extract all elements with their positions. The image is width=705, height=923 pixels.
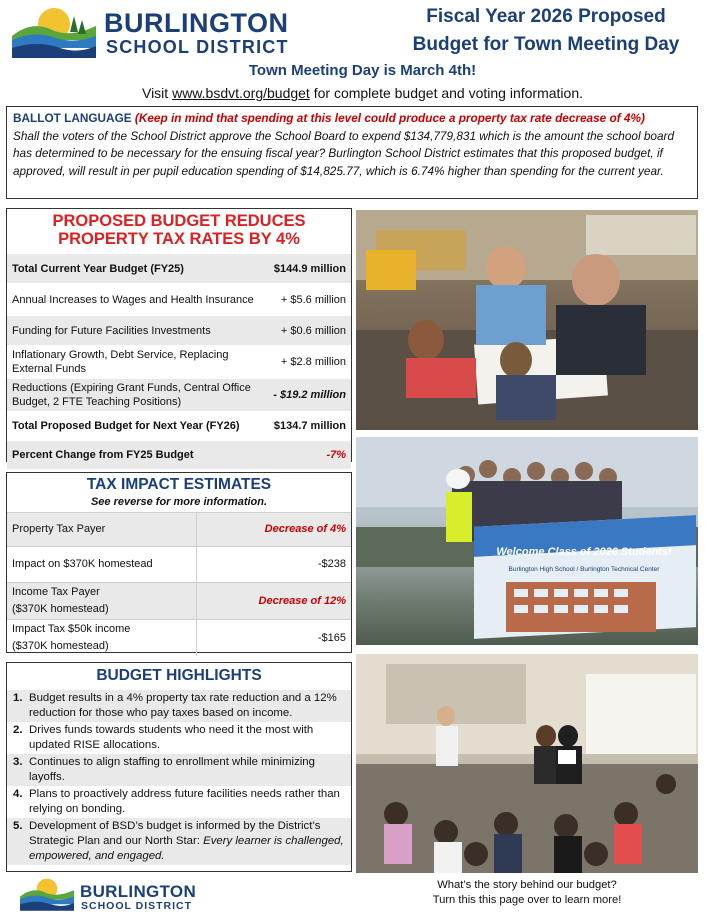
list-item	[7, 786, 351, 818]
table-row	[7, 441, 351, 469]
photo-caption	[356, 878, 698, 908]
tax-table	[7, 512, 351, 656]
footer-wordmark-district: SCHOOL DISTRICT	[81, 900, 193, 912]
budget-heading	[7, 209, 351, 253]
list-item-number: 5.	[13, 820, 23, 832]
table-row	[7, 412, 351, 441]
row-label-line2: ($370K homestead)	[12, 603, 109, 615]
meeting-day-banner: Town Meeting Day is March 4th!	[248, 62, 477, 79]
row-label: Inflationary Growth, Debt Service, Replacing External Funds	[7, 346, 259, 379]
row-label-line2: ($370K homestead)	[12, 640, 109, 652]
classroom-photo-art	[356, 210, 698, 430]
row-label-line1: Impact Tax $50k income	[12, 623, 131, 635]
budget-highlights-box	[6, 662, 352, 872]
caption-line1: What’s the story behind our budget?	[437, 879, 617, 891]
page-title-line1: Fiscal Year 2026 Proposed	[426, 6, 666, 27]
table-row	[7, 379, 351, 412]
list-item-text: Continues to align staffing to enrollment while minimizing layoffs.	[29, 756, 315, 783]
reading-circle-photo	[356, 654, 698, 873]
list-item	[7, 690, 351, 722]
row-label: Property Tax Payer	[7, 513, 196, 547]
list-item-number: 2.	[13, 724, 23, 736]
list-item	[7, 722, 351, 754]
list-item-text: Drives funds towards students who need it the most with updated RISE allocations.	[29, 724, 314, 751]
visit-pre-text: Visit	[141, 85, 169, 101]
banner-subtext: Burlington High School / Burlington Technical Center	[508, 566, 660, 573]
row-label: Reductions (Expiring Grant Funds, Central Office Budget, 2 FTE Teaching Positions)	[7, 379, 259, 412]
row-label	[7, 620, 196, 657]
logo-wordmark-burlington: BURLINGTON	[104, 8, 289, 38]
row-value: -$165	[196, 620, 351, 657]
banner-text: Welcome Class of 2026 Students!	[496, 546, 672, 558]
row-value: Decrease of 12%	[196, 583, 351, 620]
table-row	[7, 254, 351, 284]
list-item-text: Development of BSD’s budget is informed by the District’s Strategic Plan and our North Star:	[29, 820, 321, 847]
table-row	[7, 620, 351, 657]
visit-line	[0, 85, 705, 101]
row-label: Total Proposed Budget for Next Year (FY26)	[7, 412, 259, 441]
footer-logo-icon	[20, 876, 74, 912]
budget-table	[7, 253, 351, 469]
budget-summary-box	[6, 208, 352, 462]
row-label: Percent Change from FY25 Budget	[7, 441, 259, 469]
footer-wordmark-burlington: BURLINGTON	[80, 882, 197, 901]
ballot-text: Shall the voters of the School District approve the School Board to expend $134,779,831 which is the amount the school board has determined to be necessary for the ensuing fiscal year? Burlington School District estimates that this proposed budget, if approved, will result in per pupil education spending of $14,825.77, which is 6.74% higher than spending for the current year.	[13, 128, 675, 178]
tax-impact-box	[6, 472, 352, 653]
row-value: -7%	[259, 441, 351, 469]
row-value: + $2.8 million	[259, 346, 351, 379]
row-value: $134.7 million	[259, 412, 351, 441]
list-item	[7, 754, 351, 786]
table-row	[7, 316, 351, 346]
row-value: + $0.6 million	[259, 316, 351, 346]
row-label: Funding for Future Facilities Investments	[7, 316, 259, 346]
ballot-label: BALLOT LANGUAGE	[13, 111, 132, 125]
row-value: - $19.2 million	[259, 379, 351, 412]
construction-group-photo-art	[356, 437, 698, 645]
table-row	[7, 284, 351, 316]
row-label: Impact on $370K homestead	[7, 547, 196, 583]
row-value: $144.9 million	[259, 254, 351, 284]
row-label: Annual Increases to Wages and Health Insurance	[7, 284, 259, 316]
highlights-heading: BUDGET HIGHLIGHTS	[96, 667, 262, 684]
row-label: Total Current Year Budget (FY25)	[7, 254, 259, 284]
list-item	[7, 818, 351, 865]
construction-group-photo	[356, 437, 698, 645]
district-logo-icon	[12, 6, 96, 58]
caption-line2: Turn this this page over to learn more!	[432, 894, 622, 906]
table-row	[7, 547, 351, 583]
tax-heading: TAX IMPACT ESTIMATES	[86, 476, 272, 493]
table-row	[7, 346, 351, 379]
row-label-line1: Income Tax Payer	[12, 586, 100, 598]
ballot-language-box	[6, 106, 698, 199]
list-item-number: 1.	[13, 692, 23, 704]
reading-circle-photo-art	[356, 654, 698, 873]
list-item-text: Plans to proactively address future facilities needs rather than relying on bonding.	[29, 788, 340, 815]
list-item-number: 3.	[13, 756, 23, 768]
visit-post-text: for complete budget and voting information.	[313, 85, 583, 101]
north-star-text: Every learner is challenged, empowered, and engaged.	[29, 835, 344, 862]
row-value: + $5.6 million	[259, 284, 351, 316]
ballot-note: (Keep in mind that spending at this level could produce a property tax rate decrease of 4%)	[134, 111, 645, 125]
list-item-number: 4.	[13, 788, 23, 800]
row-value: Decrease of 4%	[196, 513, 351, 547]
row-value: -$238	[196, 547, 351, 583]
table-row	[7, 513, 351, 547]
tax-subheading: See reverse for more information.	[90, 496, 268, 508]
budget-heading-line1: PROPOSED BUDGET REDUCES	[52, 212, 306, 230]
page-title-line2: Budget for Town Meeting Day	[412, 34, 680, 55]
row-label	[7, 583, 196, 620]
list-item-text: Budget results in a 4% property tax rate reduction and a 12% reduction for those who pay taxes based on income.	[29, 692, 337, 719]
table-row	[7, 583, 351, 620]
budget-website-link[interactable]: www.bsdvt.org/budget	[172, 85, 310, 101]
classroom-photo	[356, 210, 698, 430]
logo-wordmark-district: SCHOOL DISTRICT	[106, 37, 289, 57]
budget-heading-line2: PROPERTY TAX RATES BY 4%	[58, 230, 300, 248]
